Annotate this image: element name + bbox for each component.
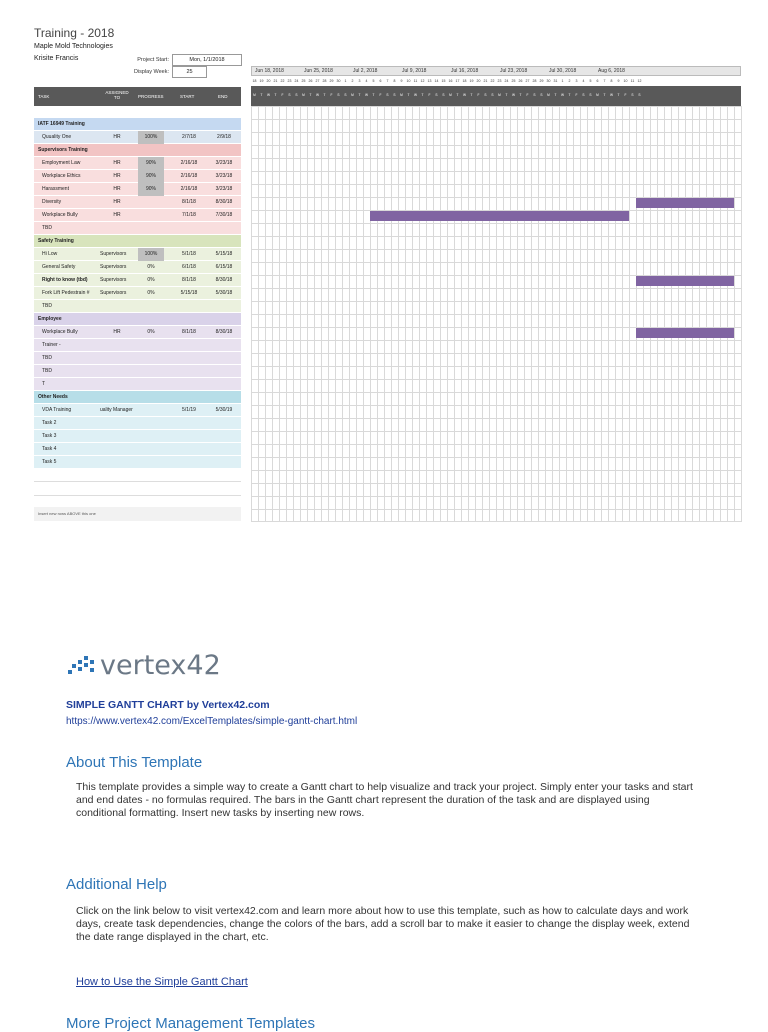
day-letter: T xyxy=(358,93,361,97)
day-letter: S xyxy=(442,93,445,97)
task-row[interactable] xyxy=(34,261,241,274)
gantt-grid xyxy=(251,106,742,522)
col-assigned: ASSIGNED TO xyxy=(105,90,129,100)
day-letter: T xyxy=(372,93,375,97)
col-task: TASK xyxy=(38,94,50,99)
day-letter: T xyxy=(456,93,459,97)
day-letter: S xyxy=(638,93,641,97)
day-letter: S xyxy=(288,93,291,97)
cell-task[interactable]: TBD xyxy=(42,303,52,309)
cell-task[interactable]: Employee xyxy=(38,316,62,322)
day-number: 29 xyxy=(329,79,334,83)
task-row[interactable] xyxy=(34,404,241,417)
day-letter: T xyxy=(407,93,410,97)
cell-task[interactable]: Trainer - xyxy=(42,342,61,348)
cell-end[interactable]: 2/9/18 xyxy=(217,134,231,140)
day-number: 27 xyxy=(315,79,320,83)
day-letter: S xyxy=(631,93,634,97)
cell-progress[interactable]: 0% xyxy=(147,290,155,296)
cell-progress[interactable]: 90% xyxy=(138,183,164,196)
task-row[interactable] xyxy=(34,131,241,144)
person-name: Krisite Francis xyxy=(34,55,79,62)
about-heading: About This Template xyxy=(66,754,203,771)
week-label: Jul 23, 2018 xyxy=(500,68,528,74)
task-row[interactable] xyxy=(34,209,241,222)
task-row[interactable] xyxy=(34,248,241,261)
day-number: 30 xyxy=(546,79,551,83)
day-number: 10 xyxy=(406,79,411,83)
day-letter: F xyxy=(330,93,333,97)
day-letter: F xyxy=(526,93,529,97)
cell-task[interactable]: TBD xyxy=(42,355,52,361)
day-letter: W xyxy=(511,93,515,97)
day-letter: W xyxy=(609,93,613,97)
day-letter: W xyxy=(266,93,270,97)
help-heading: Additional Help xyxy=(66,876,167,893)
category-row[interactable] xyxy=(34,144,241,157)
day-letter: F xyxy=(428,93,431,97)
cell-assigned[interactable]: Supervisors xyxy=(100,251,127,257)
day-number: 8 xyxy=(393,79,396,83)
week-label: Aug 6, 2018 xyxy=(598,68,625,74)
cell-assigned[interactable]: HR xyxy=(113,160,121,166)
day-number: 23 xyxy=(287,79,292,83)
day-number: 25 xyxy=(301,79,306,83)
cell-task[interactable]: Workplace Bully xyxy=(42,212,78,218)
day-letter: T xyxy=(603,93,606,97)
gantt-bar[interactable] xyxy=(636,328,734,338)
day-letter: T xyxy=(470,93,473,97)
cell-start[interactable]: 5/1/19 xyxy=(182,407,196,413)
day-letter: W xyxy=(413,93,417,97)
cell-start[interactable]: 8/1/18 xyxy=(182,199,196,205)
task-row[interactable] xyxy=(34,417,241,430)
day-number: 5 xyxy=(372,79,375,83)
day-number: 20 xyxy=(476,79,481,83)
day-number: 13 xyxy=(427,79,432,83)
day-number: 15 xyxy=(441,79,446,83)
cell-end[interactable]: 5/30/19 xyxy=(215,407,233,413)
cell-progress[interactable]: 0% xyxy=(147,264,155,270)
day-number: 28 xyxy=(532,79,537,83)
cell-end[interactable]: 3/23/18 xyxy=(215,173,233,179)
more-templates-heading: More Project Management Templates xyxy=(66,1015,316,1032)
cell-assigned[interactable]: Supervisors xyxy=(100,290,127,296)
cell-end[interactable]: 5/15/18 xyxy=(215,251,233,257)
task-row[interactable] xyxy=(34,287,241,300)
help-text: Click on the link below to visit vertex42.com and learn more about how to use this template, such as how to calculate days and work days, create task dependencies, change the colors of the bars, add a scroll bar to make it easier to change the display week, extend the date range displayed in the chart, etc. xyxy=(76,905,690,943)
day-letter: T xyxy=(505,93,508,97)
cell-task[interactable]: Hi Low xyxy=(42,251,58,257)
day-number: 28 xyxy=(322,79,327,83)
day-number: 5 xyxy=(589,79,592,83)
display-week-label: Display Week: xyxy=(133,69,169,75)
company-name: Maple Mold Technologies xyxy=(34,43,113,50)
how-to-use-link[interactable]: How to Use the Simple Gantt Chart xyxy=(76,976,248,988)
cell-start[interactable]: 5/1/18 xyxy=(182,251,196,257)
day-number: 20 xyxy=(266,79,271,83)
cell-progress[interactable]: 100% xyxy=(138,248,164,261)
day-letter: M xyxy=(351,93,354,97)
cell-start[interactable]: 7/1/18 xyxy=(182,212,196,218)
cell-assigned[interactable]: HR xyxy=(113,134,121,140)
day-number: 4 xyxy=(365,79,368,83)
day-letter: S xyxy=(386,93,389,97)
cell-task[interactable]: Employment Law xyxy=(42,160,81,166)
cell-start[interactable]: 2/16/18 xyxy=(180,160,198,166)
cell-end[interactable]: 8/30/18 xyxy=(215,277,233,283)
day-letter: F xyxy=(281,93,284,97)
cell-assigned[interactable]: HR xyxy=(113,173,121,179)
day-number: 6 xyxy=(379,79,382,83)
day-letter: T xyxy=(309,93,312,97)
cell-start[interactable]: 6/1/18 xyxy=(182,264,196,270)
cell-assigned[interactable]: Supervisors xyxy=(100,277,127,283)
brand-wordmark: vertex42 xyxy=(100,650,221,681)
cell-start[interactable]: 2/7/18 xyxy=(182,134,196,140)
day-number: 31 xyxy=(553,79,558,83)
cell-assigned[interactable]: HR xyxy=(113,329,121,335)
day-number: 25 xyxy=(511,79,516,83)
day-letter: T xyxy=(260,93,263,97)
day-number: 30 xyxy=(336,79,341,83)
task-row[interactable] xyxy=(34,157,241,170)
col-progress: PROGRESS xyxy=(138,94,164,99)
cell-end[interactable]: 8/30/18 xyxy=(215,199,233,205)
cell-end[interactable]: 8/30/18 xyxy=(215,329,233,335)
day-number: 8 xyxy=(610,79,613,83)
day-letter: M xyxy=(547,93,550,97)
sheet-title: Training - 2018 xyxy=(34,26,115,40)
cell-end[interactable]: 3/23/18 xyxy=(215,160,233,166)
category-row[interactable] xyxy=(34,118,241,131)
day-number: 24 xyxy=(504,79,509,83)
cell-start[interactable]: 2/16/18 xyxy=(180,173,198,179)
day-number: 24 xyxy=(294,79,299,83)
day-number: 16 xyxy=(448,79,453,83)
day-number: 1 xyxy=(561,79,564,83)
day-letter: T xyxy=(274,93,277,97)
cell-progress[interactable]: 0% xyxy=(147,329,155,335)
week-label: Jul 16, 2018 xyxy=(451,68,479,74)
cell-assigned[interactable]: HR xyxy=(113,212,121,218)
day-letter: W xyxy=(364,93,368,97)
task-table-header xyxy=(34,87,241,106)
day-number: 6 xyxy=(596,79,599,83)
day-letter: F xyxy=(379,93,382,97)
cell-task[interactable]: Task 4 xyxy=(42,446,57,452)
project-start-label: Project Start: xyxy=(137,57,169,63)
day-number: 26 xyxy=(308,79,313,83)
cell-start[interactable]: 8/1/18 xyxy=(182,329,196,335)
cell-task[interactable]: Task 2 xyxy=(42,420,57,426)
cell-end[interactable]: 3/23/18 xyxy=(215,186,233,192)
day-number: 17 xyxy=(455,79,460,83)
task-row[interactable] xyxy=(34,443,241,456)
cell-task[interactable]: Task 5 xyxy=(42,459,57,465)
task-row[interactable] xyxy=(34,456,241,469)
task-row[interactable] xyxy=(34,274,241,287)
task-row[interactable] xyxy=(34,300,241,313)
day-letter: M xyxy=(596,93,599,97)
cell-progress[interactable]: 90% xyxy=(138,170,164,183)
cell-task[interactable]: TBD xyxy=(42,225,52,231)
day-letter: S xyxy=(344,93,347,97)
day-letter: F xyxy=(575,93,578,97)
week-label: Jul 9, 2018 xyxy=(402,68,427,74)
day-number: 12 xyxy=(637,79,642,83)
day-number: 3 xyxy=(358,79,361,83)
day-number: 18 xyxy=(252,79,257,83)
cell-task[interactable]: Quuality One xyxy=(42,134,72,140)
about-text: This template provides a simple way to create a Gantt chart to help visualize and track your project. Simply enter your tasks and start and end dates - no formulas required. The bars in the Gantt chart represent the duration of the task and are displayed using conditional formatting. Insert new tasks by inserting new rows. xyxy=(76,781,693,819)
task-row[interactable] xyxy=(34,196,241,209)
cell-end[interactable]: 7/30/18 xyxy=(215,212,233,218)
day-number: 18 xyxy=(462,79,467,83)
day-number: 19 xyxy=(469,79,474,83)
day-letter: S xyxy=(540,93,543,97)
cell-assigned[interactable]: Supervisors xyxy=(100,264,127,270)
day-letter: S xyxy=(582,93,585,97)
day-number: 19 xyxy=(259,79,264,83)
day-number: 23 xyxy=(497,79,502,83)
cell-end[interactable]: 6/15/18 xyxy=(215,264,233,270)
cell-task[interactable]: Supervisors Training xyxy=(38,147,88,153)
day-number: 9 xyxy=(400,79,403,83)
task-row[interactable] xyxy=(34,326,241,339)
day-letter: T xyxy=(617,93,620,97)
cell-progress[interactable]: 100% xyxy=(138,131,164,144)
cell-task[interactable]: Safety Training xyxy=(38,238,74,244)
insert-rows-note: Insert new rows ABOVE this one xyxy=(34,507,241,521)
cell-task[interactable]: Workplace Ethics xyxy=(42,173,81,179)
cell-task[interactable]: Right to know (tbd) xyxy=(42,277,88,283)
task-row[interactable] xyxy=(34,339,241,352)
day-letter: T xyxy=(519,93,522,97)
gantt-bar[interactable] xyxy=(370,211,629,221)
day-number: 11 xyxy=(630,79,635,83)
day-number: 7 xyxy=(603,79,606,83)
day-letter: S xyxy=(589,93,592,97)
day-letter: S xyxy=(491,93,494,97)
cell-progress[interactable]: 0% xyxy=(147,277,155,283)
day-letter: W xyxy=(315,93,319,97)
day-letter: M xyxy=(253,93,256,97)
day-number: 11 xyxy=(413,79,418,83)
day-letter: S xyxy=(435,93,438,97)
day-letter: W xyxy=(560,93,564,97)
day-number: 14 xyxy=(434,79,439,83)
day-letter: M xyxy=(449,93,452,97)
category-row[interactable] xyxy=(34,391,241,404)
task-row[interactable] xyxy=(34,365,241,378)
day-letter: S xyxy=(337,93,340,97)
day-letter: S xyxy=(295,93,298,97)
day-number: 26 xyxy=(518,79,523,83)
day-letter: T xyxy=(323,93,326,97)
cell-task[interactable]: TBD xyxy=(42,368,52,374)
cell-task[interactable]: IATF 16949 Training xyxy=(38,121,85,127)
cell-task[interactable]: Harassment xyxy=(42,186,69,192)
day-number: 22 xyxy=(280,79,285,83)
day-letter: T xyxy=(421,93,424,97)
day-letter: T xyxy=(554,93,557,97)
cell-task[interactable]: General Safety xyxy=(42,264,76,270)
week-label: Jun 25, 2018 xyxy=(304,68,333,74)
gantt-bar[interactable] xyxy=(636,276,734,286)
vertex42-logo xyxy=(66,648,236,687)
week-label: Jul 30, 2018 xyxy=(549,68,577,74)
cell-end[interactable]: 5/30/18 xyxy=(215,290,233,296)
day-letter: T xyxy=(568,93,571,97)
day-number: 2 xyxy=(568,79,571,83)
day-number: 9 xyxy=(617,79,620,83)
day-number: 21 xyxy=(273,79,278,83)
vertex-url[interactable]: https://www.vertex42.com/ExcelTemplates/simple-gantt-chart.html xyxy=(66,716,358,727)
category-row[interactable] xyxy=(34,313,241,326)
cell-start[interactable]: 2/16/18 xyxy=(180,186,198,192)
task-row[interactable] xyxy=(34,183,241,196)
task-row[interactable] xyxy=(34,430,241,443)
day-number: 3 xyxy=(575,79,578,83)
task-row[interactable] xyxy=(34,352,241,365)
cell-assigned[interactable]: HR xyxy=(113,199,121,205)
vertex-title: SIMPLE GANTT CHART by Vertex42.com xyxy=(66,699,270,711)
cell-assigned[interactable]: uality Manager xyxy=(100,407,133,413)
cell-assigned[interactable]: HR xyxy=(113,186,121,192)
task-row[interactable] xyxy=(34,378,241,391)
day-number: 22 xyxy=(490,79,495,83)
gantt-bar[interactable] xyxy=(636,198,734,208)
category-row[interactable] xyxy=(34,235,241,248)
cell-task[interactable]: VDA Training xyxy=(42,407,72,413)
cell-task[interactable]: Diversity xyxy=(42,199,62,205)
empty-row[interactable] xyxy=(34,494,241,508)
cell-task[interactable]: Workplace Bully xyxy=(42,329,78,335)
col-end: END xyxy=(218,94,228,99)
project-start-input[interactable]: Mon, 1/1/2018 xyxy=(172,54,242,66)
day-letter: S xyxy=(533,93,536,97)
day-number: 21 xyxy=(483,79,488,83)
col-start: START xyxy=(180,94,195,99)
week-label: Jun 18, 2018 xyxy=(255,68,284,74)
cell-task[interactable]: Fork Lift Pedestrain # xyxy=(42,290,90,296)
cell-task[interactable]: Task 3 xyxy=(42,433,57,439)
day-letter: S xyxy=(484,93,487,97)
cell-start[interactable]: 8/1/18 xyxy=(182,277,196,283)
day-number: 1 xyxy=(344,79,347,83)
day-letter: S xyxy=(393,93,396,97)
cell-progress[interactable]: 90% xyxy=(138,157,164,170)
day-letter: F xyxy=(477,93,480,97)
task-row[interactable] xyxy=(34,170,241,183)
day-letter: M xyxy=(302,93,305,97)
day-number: 29 xyxy=(539,79,544,83)
display-week-input[interactable]: 25 xyxy=(172,66,207,78)
day-letter: F xyxy=(624,93,627,97)
day-number: 12 xyxy=(420,79,425,83)
day-number: 7 xyxy=(386,79,389,83)
day-number: 4 xyxy=(582,79,585,83)
day-number: 10 xyxy=(623,79,628,83)
day-letter: W xyxy=(462,93,466,97)
gantt-chart xyxy=(251,66,741,521)
day-number: 27 xyxy=(525,79,530,83)
cell-start[interactable]: 5/15/18 xyxy=(180,290,198,296)
day-number: 2 xyxy=(351,79,354,83)
cell-task[interactable]: T xyxy=(42,381,46,387)
week-label: Jul 2, 2018 xyxy=(353,68,378,74)
cell-task[interactable]: Other Needs xyxy=(38,394,68,400)
day-letter: M xyxy=(400,93,403,97)
day-letter: M xyxy=(498,93,501,97)
task-row[interactable] xyxy=(34,222,241,235)
